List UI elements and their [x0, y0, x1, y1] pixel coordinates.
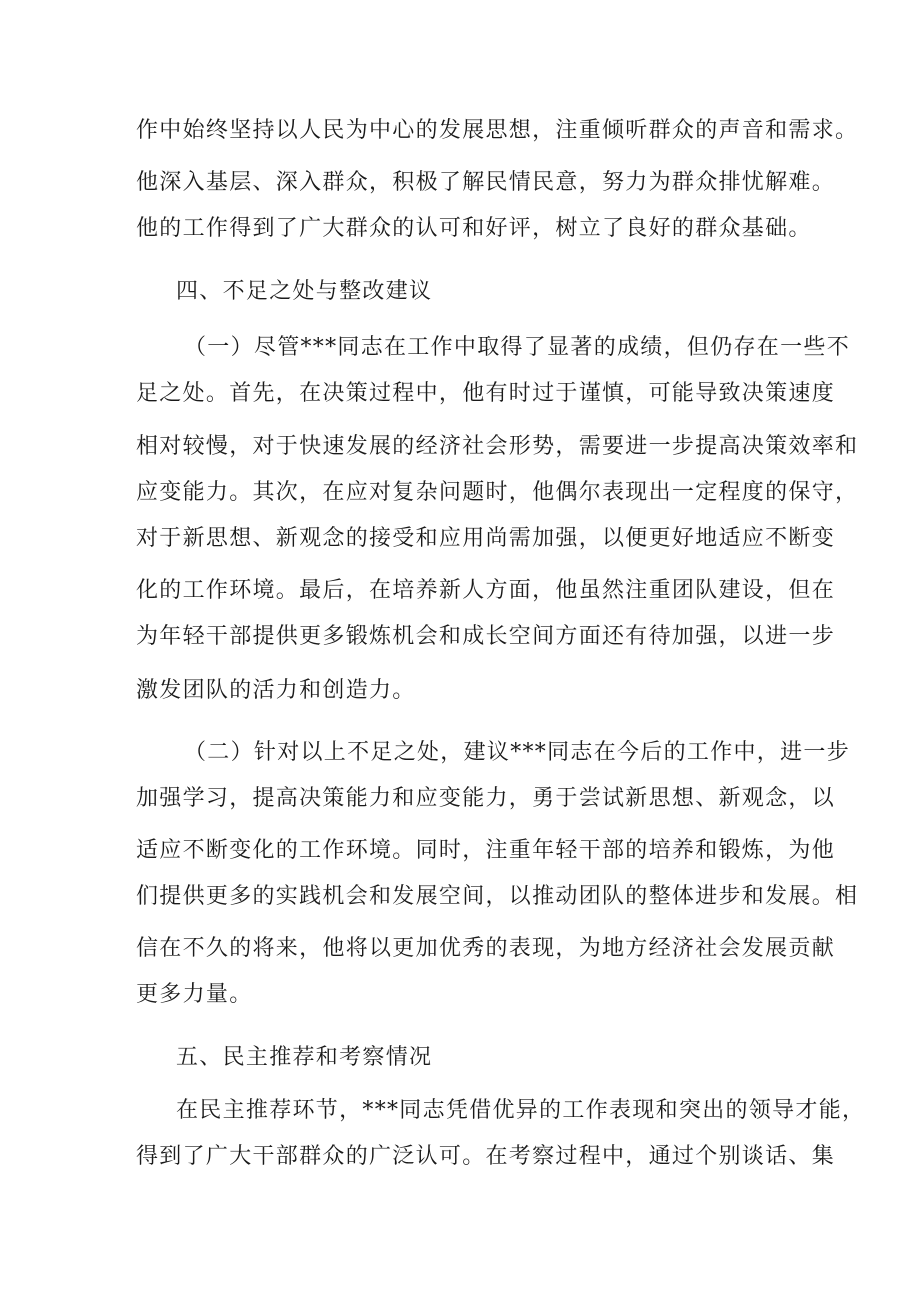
text-line: 相对较慢，对于快速发展的经济社会形势，需要进一步提高决策效率和 [136, 434, 859, 459]
text-line: 更多力量。 [136, 982, 253, 1007]
text-line: 对于新思想、新观念的接受和应用尚需加强，以便更好地适应不断变 [136, 526, 836, 551]
text-line: 作中始终坚持以人民为中心的发展思想，注重倾听群众的声音和需求。 [136, 118, 859, 143]
text-line: 他深入基层、深入群众，积极了解民情民意，努力为群众排忧解难。 [136, 170, 836, 195]
text-line: 得到了广大干部群众的广泛认可。在考察过程中，通过个别谈话、集 [136, 1144, 836, 1169]
section-heading-5: 五、民主推荐和考察情况 [176, 1045, 433, 1070]
text-line: 激发团队的活力和创造力。 [136, 678, 416, 703]
text-line: 信在不久的将来，他将以更加优秀的表现，为地方经济社会发展贡献 [136, 936, 836, 961]
text-line: 应变能力。其次，在应对复杂问题时，他偶尔表现出一定程度的保守， [136, 480, 859, 505]
text-line: （二）针对以上不足之处，建议***同志在今后的工作中，进一步 [184, 740, 851, 765]
text-line: 为年轻干部提供更多锻炼机会和成长空间方面还有待加强，以进一步 [136, 624, 836, 649]
text-line: 他的工作得到了广大群众的认可和好评，树立了良好的群众基础。 [136, 216, 812, 241]
text-line: 足之处。首先，在决策过程中，他有时过于谨慎，可能导致决策速度 [136, 381, 836, 406]
text-line: 们提供更多的实践机会和发展空间，以推动团队的整体进步和发展。相 [136, 884, 859, 909]
text-line: 加强学习，提高决策能力和应变能力，勇于尝试新思想、新观念，以 [136, 786, 836, 811]
text-line: 化的工作环境。最后，在培养新人方面，他虽然注重团队建设，但在 [136, 578, 836, 603]
text-line: 适应不断变化的工作环境。同时，注重年轻干部的培养和锻炼，为他 [136, 838, 836, 863]
section-heading-4: 四、不足之处与整改建议 [176, 279, 433, 304]
text-line: 在民主推荐环节，***同志凭借优异的工作表现和突出的领导才能， [176, 1098, 866, 1123]
text-line: （一）尽管***同志在工作中取得了显著的成绩，但仍存在一些不 [184, 335, 851, 360]
